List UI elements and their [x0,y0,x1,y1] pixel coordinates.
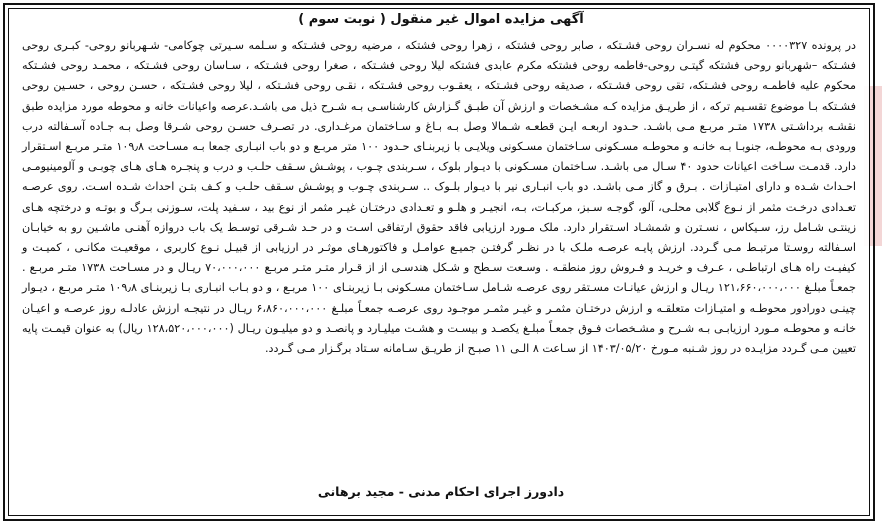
notice-title: آگهی مزایده اموال غیر منقول ( نوبت سوم ) [298,12,584,27]
notice-body [22,36,856,359]
notice-body-paragraph: در پرونده ۰۰۰۰۳۲۷ محکوم له نسـران روحی فشـتکه ، صابر روحی فشتکه ، زهرا روحی فشتکه ، مرضیه روحی فشـتکه و سـلمه سـیرتی چوکامی- شـهربانو روحی- کبـری روحی فشـتکه –شهربانو روحی فشتکه گیتـی روحی-فاطمه روحی فشتکه مکرم عابدی فشتکه لیلا روحی فشـتکه ، صغرا روحی فشـتکه ، سـاسان روحی فشـتکه ، محمـد روحی فشـتکه محکوم علیه فاطمـه روحی فشـتکه، تقی روحی فشـتکه ، صدیقه روحی فشـتکه ، یعقـوب روحی فشـتکه ، نقـی روحی فشـتکه ، لیلا روحی فشـتکه ، حسـن روحی ، حسـین روحی فشـتکه بـا موضوع تقسـیم ترکه ، از طریـق مزایده کـه مشـخصات و ارزش آن طبـق گـزارش کارشناسـی بـه شـرح ذیل می باشـد.عرصه واعیانات خانه و محوطه مورد مزایده طبق نقشـه برداشـتی ۱۷۳۸ متـر مربـع مـی باشـد. حـدود اربعـه ایـن قطعـه شـمالا وصل بـه بـاغ و سـاختمان مرغـداری. در تصـرف حسـن روحی شـرقا وصل بـه جـاده آسـفالته درب ورودی بـه محوطـه، جنوبـا بـه خانـه و محوطـه مسـکونی سـاختمان مسـکونی ویلایـی با زیربنـای حـدود ۱۰۰ متر مربـع و دو باب انبـاری جمعا بـه مسـاحت ۱۰۹٫۸ متـر مربـع اسـتقرار دارد. قدمـت سـاخت اعیانات حدود ۴۰ سـال می باشـد. سـاختمان مسـکونی با دیـوار بلوک ، سـربندی چـوب ، پوشـش سـقف حلـب و درب و پنجـره هـای هـای چوبـی و آلومینیومـی احـداث شـده و دارای امتیـازات . بـرق و گاز مـی باشـد. دو باب انبـاری نیر با دیـوار بلـوک .. سـربندی چـوب و پوشـش سـقف حلـب و کـف بتـن احداث شـده اسـت. روی عرصـه تعـدادی درخـت مثمر از نـوع گلابی محلـی، آلو، گوجـه سـبز، مرکبـات، بـه، انجیـر و هلـو و تعـدادی درختـان غیـر مثمر از نوع بید ، سـفید پلت، سـوزنی بـرگ و بوتـه و درختچه هـای زینتـی شـامل رز، سـیکاس ، نسـترن و شمشـاد اسـتقرار دارد. ملک مـورد ارزیابی فاقد حقوق ارتفاقی اسـت و در حـد شـرقی توسـط یک باب دروازه آهنـی ماشـین رو به خیابـان اسـفالته روسـتا مرتبـط مـی گـردد. ارزش پایـه عرصـه ملـک با در نظـر گرفتـن جمیـع عوامـل و فاکتورهـای موثـر در ارزیابی از قبیـل نـوع کاربری ، موقعیـت مکانـی ، کمیـت و کیفیـت راه هـای ارتباطـی ، عـرف و خریـد و فـروش روز منطقـه . وسـعت سـطح و شـکل هندسـی از از قـرار متـر متـر مربـع ۷۰،۰۰۰،۰۰۰ ریـال و در مسـاحت ۱۷۳۸ متـر مربـع . جمعـاً مبلـغ ۱۲۱،۶۶۰،۰۰۰،۰۰۰ ریـال و ارزش عیانـات مسـتقر روی عرصـه شـامل سـاختمان مسـکونی بـا زیربنـای ۱۰۰ مربـع ، و دو بـاب انبـاری بـا زیربنـای ۱۰۹٫۸ متـر مربـع ، دیـوار چینـی دورادور محوطـه و امتیـازات متعلقـه و ارزش درختـان مثمـر و غیـر مثمـر موجـود روی عرصـه جمعـاً مبلـغ ۶،۸۶۰،۰۰۰،۰۰۰ ریـال در نتیجـه ارزش عادلـه روز عرصـه و اعیـان خانـه و محوطـه مـورد ارزیابـی بـه شـرح و مشـخصات فـوق جمعـاً مبلـغ یکصـد و بیسـت و هشـت میلیـارد و پانصـد و دو میلیـون ریـال (۱۲۸،۵۲۰،۰۰۰،۰۰۰ ریال) به عنوان قیمـت پایه تعیین مـی گـردد مزایـده در روز شـنبه مـورخ ۱۴۰۳/۰۵/۲۰ از سـاعت ۸ الـی ۱۱ صبـح از طریـق سـامانه سـتاد برگـزار مـی گـردد. [22,39,856,356]
notice-signature: دادورز اجرای احکام مدنی - مجید برهانی [317,484,565,499]
